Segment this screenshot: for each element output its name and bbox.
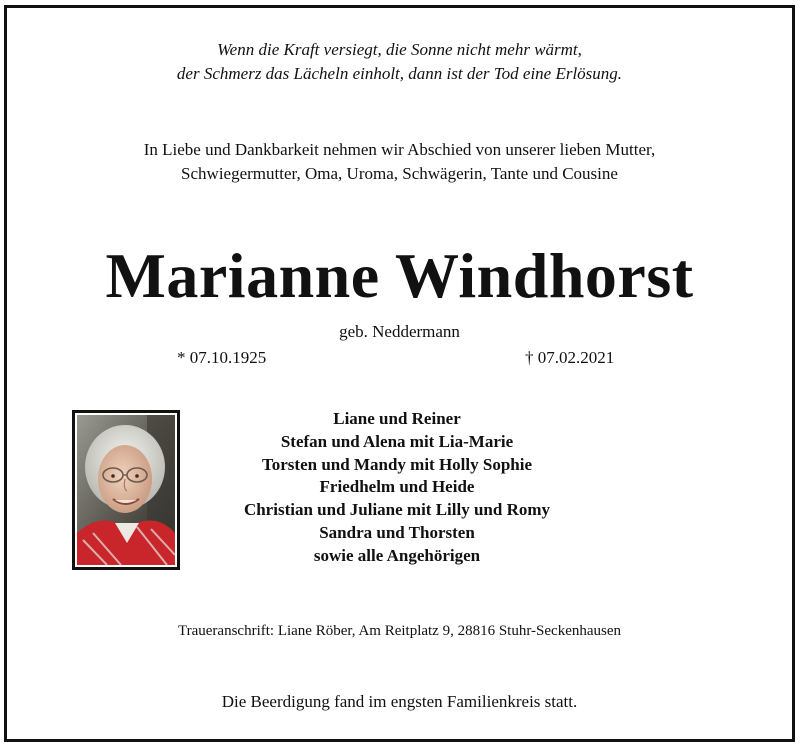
intro-line-1: In Liebe und Dankbarkeit nehmen wir Abschied von unserer lieben Mutter, — [143, 140, 656, 159]
mourner-line: Torsten und Mandy mit Holly Sophie — [261, 454, 533, 474]
mourner-line: Christian und Juliane mit Lilly und Romy — [243, 500, 551, 520]
deceased-name: Marianne Windhorst — [105, 240, 694, 311]
mourning-address: Traueranschrift: Liane Röber, Am Reitplatz 9, 28816 Stuhr-Seckenhausen — [177, 623, 622, 639]
mourner-line: Stefan und Alena mit Lia-Marie — [280, 431, 514, 451]
mourner-line: Friedhelm und Heide — [319, 477, 475, 497]
mourner-line: sowie alle Angehörigen — [313, 545, 481, 565]
birth-date: * 07.10.1925 — [177, 348, 267, 367]
mourner-line: Liane und Reiner — [333, 409, 461, 428]
death-date: † 07.02.2021 — [525, 348, 615, 367]
poem-line-1: Wenn die Kraft versiegt, die Sonne nicht mehr wärmt, — [217, 40, 582, 59]
poem — [7, 38, 792, 86]
obituary-notice — [4, 5, 795, 742]
intro-text — [7, 138, 792, 186]
mourners-list — [197, 408, 597, 568]
maiden-name: geb. Neddermann — [339, 322, 460, 341]
portrait-photo-frame — [72, 410, 180, 570]
intro-line-2: Schwiegermutter, Oma, Uroma, Schwägerin, Tante und Cousine — [181, 164, 618, 183]
portrait-photo — [77, 415, 175, 565]
poem-line-2: der Schmerz das Lächeln einholt, dann ist der Tod eine Erlösung. — [176, 64, 623, 83]
funeral-note: Die Beerdigung fand im engsten Familienkreis statt. — [221, 692, 578, 711]
mourner-line: Sandra und Thorsten — [319, 522, 475, 542]
